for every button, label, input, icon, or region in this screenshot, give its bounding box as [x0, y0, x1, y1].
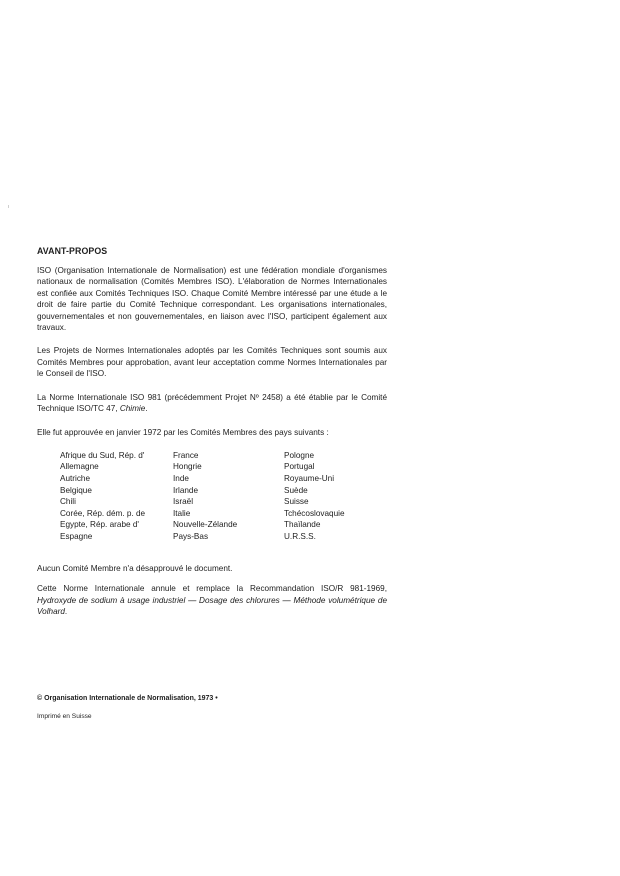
intro-paragraph: ISO (Organisation Internationale de Normalisation) est une fédération mondiale d'organismes nationaux de normalisation (Comités Membres ISO). L'élaboration de Normes Internationales est confiée aux Comités Techniques ISO. Chaque Comité Membre intéressé par une étude a le droit de faire partie du Comité Technique correspondant. Les organisations internationales, gouvernementales et non gouvernementales, en liaison avec l'ISO, participent également aux travaux. [37, 266, 387, 333]
cancels-paragraph [37, 583, 387, 617]
standard-paragraph [37, 392, 387, 415]
disapproval-paragraph: Aucun Comité Membre n'a désapprouvé le document. [37, 563, 233, 573]
foreword-heading: AVANT-PROPOS [37, 246, 108, 256]
country-item: Corée, Rép. dém. p. de [60, 508, 146, 518]
country-item: U.R.S.S. [284, 532, 316, 542]
margin-mark [8, 205, 9, 208]
country-item: Chili [60, 497, 76, 507]
country-column-1 [60, 450, 145, 543]
approval-paragraph: Elle fut approuvée en janvier 1972 par les Comités Membres des pays suivants : [37, 428, 329, 438]
country-item: Italie [173, 508, 191, 518]
country-item: Inde [173, 474, 189, 484]
drafts-paragraph: Les Projets de Normes Internationales adoptés par les Comités Techniques sont soumis aux Comités Membres pour approbation, avant leur acceptation comme Normes Internationales par le Conseil de l'ISO. [37, 346, 387, 379]
country-item: Pays-Bas [173, 532, 209, 542]
committee-name: Chimie [119, 404, 146, 414]
country-item: Tchécoslovaquie [284, 508, 345, 518]
standard-suffix: . [145, 404, 148, 414]
country-item: Egypte, Rép. arabe d' [60, 520, 139, 530]
country-item: Suède [284, 485, 308, 495]
country-column-3 [284, 450, 345, 543]
country-item: Israël [173, 497, 194, 507]
country-item: Hongrie [173, 462, 202, 472]
country-item: Irlande [173, 485, 199, 495]
country-list [37, 450, 387, 554]
country-item: Afrique du Sud, Rép. d' [60, 450, 145, 460]
country-item: Suisse [284, 497, 309, 507]
country-item: Royaume-Uni [284, 474, 335, 484]
cancels-text: Cette Norme Internationale annule et remplace la Recommandation ISO/R 981-1969, [37, 584, 387, 594]
country-column-2 [173, 450, 237, 543]
country-item: Portugal [284, 462, 315, 472]
country-item: Autriche [60, 474, 91, 484]
cancelled-recommendation-title: Hydroxyde de sodium à usage industriel — Dosage des chlorures — Méthode volumétrique de Volhard [37, 595, 387, 617]
country-item: Espagne [60, 532, 93, 542]
country-item: Allemagne [60, 462, 99, 472]
country-item: Belgique [60, 485, 92, 495]
country-item: Pologne [284, 450, 315, 460]
foreword-section [37, 246, 387, 618]
printed-in: Imprimé en Suisse [37, 713, 92, 720]
copyright-notice: © Organisation Internationale de Normalisation, 1973 • [37, 695, 218, 702]
country-item: France [173, 450, 199, 460]
country-item: Nouvelle-Zélande [173, 520, 238, 530]
country-item: Thaïlande [284, 520, 321, 530]
standard-text: La Norme Internationale ISO 981 (précédemment Projet Nº 2458) a été établie par le Comité Technique ISO/TC 47, [37, 392, 387, 414]
cancels-suffix: . [64, 607, 68, 617]
